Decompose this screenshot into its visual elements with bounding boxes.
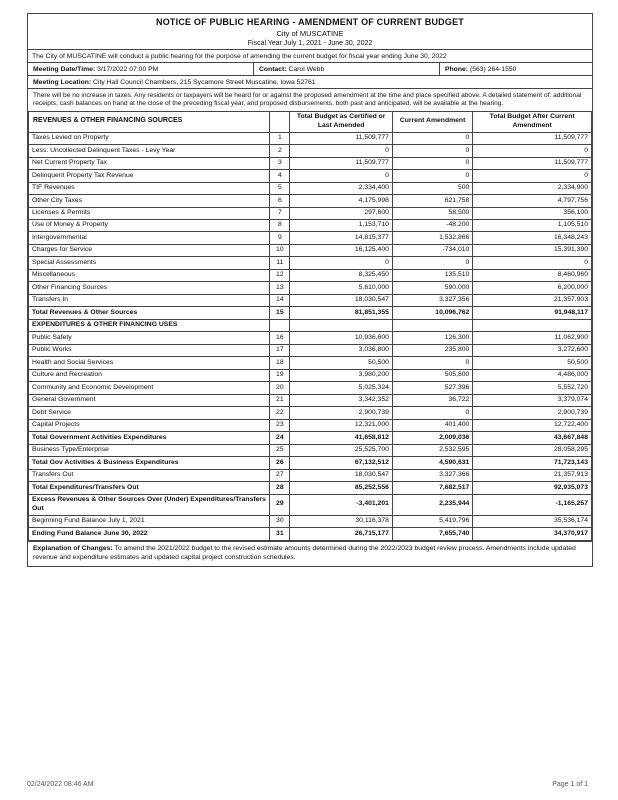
amended-total-value: 6,200,000 — [473, 282, 592, 294]
amendment-value: 2,009,036 — [392, 432, 472, 444]
row-label: Total Expenditures/Transfers Out — [29, 482, 270, 494]
budget-notice-document — [27, 13, 593, 567]
amendment-value: 10,096,762 — [392, 307, 472, 319]
budget-table-body — [29, 132, 592, 540]
row-label: Public Safety — [29, 332, 270, 344]
row-label: Less: Uncollected Delinquent Taxes - Levy Year — [29, 145, 270, 157]
row-label: Beginning Fund Balance July 1, 2021 — [29, 515, 270, 527]
certified-column-header: Total Budget as Certified or Last Amended — [290, 111, 393, 132]
row-label: Culture and Recreation — [29, 369, 270, 381]
hearing-disclaimer: There will be no increase in taxes. Any residents or taxpayers will be heard for or against the proposed amendment at the time and place specified above. A detailed statement of: additional receipts, cash balances on hand at the close of the preceding fiscal year, and proposed disbursements, both past and anticipated, will be available at the hearing. — [28, 88, 592, 112]
amendment-value: 3,327,356 — [392, 294, 472, 306]
amended-total-value: 92,935,073 — [473, 482, 592, 494]
row-label: General Government — [29, 394, 270, 406]
amended-total-value — [473, 319, 592, 331]
amendment-value: 135,510 — [392, 269, 472, 281]
table-row — [29, 282, 592, 294]
amended-total-value: 0 — [473, 257, 592, 269]
row-number: 5 — [270, 182, 290, 194]
table-row — [29, 482, 592, 494]
table-row — [29, 469, 592, 481]
certified-value: 0 — [290, 257, 393, 269]
amended-total-value: 11,509,777 — [473, 157, 592, 169]
amended-total-value: 34,370,917 — [473, 528, 592, 540]
row-number: 9 — [270, 232, 290, 244]
table-row — [29, 207, 592, 219]
table-row — [29, 494, 592, 515]
certified-value: 50,500 — [290, 357, 393, 369]
row-label: Transfers In — [29, 294, 270, 306]
amended-total-value: 16,348,243 — [473, 232, 592, 244]
certified-value: 81,851,355 — [290, 307, 393, 319]
amended-total-value: 35,536,174 — [473, 515, 592, 527]
table-row — [29, 432, 592, 444]
table-row — [29, 244, 592, 256]
certified-value: 3,980,200 — [290, 369, 393, 381]
row-number: 18 — [270, 357, 290, 369]
table-row — [29, 382, 592, 394]
row-label: Debt Service — [29, 407, 270, 419]
table-row — [29, 407, 592, 419]
table-row — [29, 515, 592, 527]
certified-value: 5,025,324 — [290, 382, 393, 394]
amended-total-value: 2,900,739 — [473, 407, 592, 419]
amended-total-value: 15,391,390 — [473, 244, 592, 256]
row-number: 14 — [270, 294, 290, 306]
certified-value: 41,658,812 — [290, 432, 393, 444]
certified-value: 85,252,556 — [290, 482, 393, 494]
amended-total-value: 1,105,510 — [473, 219, 592, 231]
row-label: Community and Economic Development — [29, 382, 270, 394]
amended-total-value: 21,357,913 — [473, 469, 592, 481]
certified-value: 2,334,400 — [290, 182, 393, 194]
row-number: 8 — [270, 219, 290, 231]
amendment-value: 500 — [392, 182, 472, 194]
amendment-value: 126,300 — [392, 332, 472, 344]
amendment-value: -734,010 — [392, 244, 472, 256]
row-label: Other Financing Sources — [29, 282, 270, 294]
table-row — [29, 132, 592, 144]
row-label: Miscellaneous — [29, 269, 270, 281]
row-label: Total Gov Activities & Business Expenditures — [29, 457, 270, 469]
row-label: Special Assessments — [29, 257, 270, 269]
row-number: 3 — [270, 157, 290, 169]
row-number — [270, 319, 290, 331]
table-row — [29, 394, 592, 406]
certified-value: 3,342,352 — [290, 394, 393, 406]
expenditures-section-row — [29, 319, 592, 331]
amendment-value: 590,000 — [392, 282, 472, 294]
row-label: Total Revenues & Other Sources — [29, 307, 270, 319]
meeting-meta-row — [28, 62, 592, 75]
certified-value: 67,132,512 — [290, 457, 393, 469]
table-row — [29, 182, 592, 194]
amended-total-value: 0 — [473, 145, 592, 157]
certified-value: 10,936,600 — [290, 332, 393, 344]
certified-value: 0 — [290, 145, 393, 157]
meeting-location-label: Meeting Location: — [33, 78, 92, 86]
meeting-location-value: City Hall Council Chambers, 215 Sycamore Street Muscatine, Iowa 52761 — [93, 78, 316, 86]
fiscal-year: Fiscal Year July 1, 2021 - June 30, 2022 — [247, 40, 373, 47]
amendment-value: 0 — [392, 357, 472, 369]
budget-table — [28, 111, 592, 541]
certified-value: 3,036,800 — [290, 344, 393, 356]
amendment-value: 7,655,740 — [392, 528, 472, 540]
amendment-value: 527,396 — [392, 382, 472, 394]
amendment-value: 0 — [392, 170, 472, 182]
meeting-datetime — [28, 63, 254, 75]
row-number: 17 — [270, 344, 290, 356]
amendment-value: -48,200 — [392, 219, 472, 231]
certified-value: 18,030,547 — [290, 469, 393, 481]
certified-value: -3,401,201 — [290, 494, 393, 515]
table-row — [29, 195, 592, 207]
certified-value: 1,153,710 — [290, 219, 393, 231]
certified-value: 0 — [290, 170, 393, 182]
meeting-location — [28, 75, 592, 88]
row-number: 4 — [270, 170, 290, 182]
amended-total-value: 11,509,777 — [473, 132, 592, 144]
table-row — [29, 170, 592, 182]
contact-label: Contact: — [259, 65, 287, 73]
row-number: 10 — [270, 244, 290, 256]
amendment-value: 4,590,631 — [392, 457, 472, 469]
amendment-value: 5,419,796 — [392, 515, 472, 527]
table-row — [29, 419, 592, 431]
amended-total-value: 4,797,756 — [473, 195, 592, 207]
row-label: TIF Revenues — [29, 182, 270, 194]
amendment-value: 0 — [392, 145, 472, 157]
amended-total-value: 28,058,295 — [473, 444, 592, 456]
certified-value: 25,525,700 — [290, 444, 393, 456]
row-label: Intergovernmental — [29, 232, 270, 244]
row-label: Taxes Levied on Property — [29, 132, 270, 144]
table-row — [29, 457, 592, 469]
amended-total-value: 0 — [473, 170, 592, 182]
table-row — [29, 357, 592, 369]
amendment-value: 2,235,944 — [392, 494, 472, 515]
row-number: 23 — [270, 419, 290, 431]
row-label: Transfers Out — [29, 469, 270, 481]
amendment-value: 401,400 — [392, 419, 472, 431]
table-row — [29, 444, 592, 456]
explanation-text: To amend the 2021/2022 budget to the revised estimate amounts determined during the 2022/2023 budget review process. Amendments include updated revenue and expenditure estimates and updated capital project construction schedules. — [33, 545, 576, 562]
amended-total-value: 8,460,960 — [473, 269, 592, 281]
row-number: 25 — [270, 444, 290, 456]
amendment-value: 58,500 — [392, 207, 472, 219]
table-row — [29, 145, 592, 157]
row-label: Ending Fund Balance June 30, 2022 — [29, 528, 270, 540]
certified-value: 11,509,777 — [290, 132, 393, 144]
certified-value: 297,600 — [290, 207, 393, 219]
certified-value: 26,715,177 — [290, 528, 393, 540]
amendment-value: 2,532,595 — [392, 444, 472, 456]
row-label: Excess Revenues & Other Sources Over (Under) Expenditures/Transfers Out — [29, 494, 270, 515]
amended-total-value: 91,948,117 — [473, 307, 592, 319]
row-label: Other City Taxes — [29, 195, 270, 207]
amendment-column-header: Current Amendment — [392, 111, 472, 132]
row-number: 28 — [270, 482, 290, 494]
amended-total-value: 356,100 — [473, 207, 592, 219]
meeting-datetime-label: Meeting Date/Time: — [33, 65, 96, 73]
amendment-value: 36,722 — [392, 394, 472, 406]
contact — [254, 63, 440, 75]
amendment-value: 505,800 — [392, 369, 472, 381]
row-label: Delinquent Property Tax Revenue — [29, 170, 270, 182]
row-label: Capital Projects — [29, 419, 270, 431]
budget-table-header — [29, 111, 592, 132]
amendment-value: 0 — [392, 132, 472, 144]
row-number: 7 — [270, 207, 290, 219]
table-row — [29, 294, 592, 306]
table-row — [29, 219, 592, 231]
row-number: 20 — [270, 382, 290, 394]
table-row — [29, 307, 592, 319]
table-row — [29, 528, 592, 540]
footer-page-number: Page 1 of 1 — [552, 781, 588, 788]
certified-value: 11,509,777 — [290, 157, 393, 169]
table-row — [29, 332, 592, 344]
amended-total-value: 3,379,074 — [473, 394, 592, 406]
amended-total-value: 43,667,848 — [473, 432, 592, 444]
amendment-value: 7,682,517 — [392, 482, 472, 494]
amended-total-value: 11,062,900 — [473, 332, 592, 344]
amended-total-value: 5,552,720 — [473, 382, 592, 394]
page-title: NOTICE OF PUBLIC HEARING - AMENDMENT OF CURRENT BUDGET — [156, 17, 464, 27]
amendment-value: 0 — [392, 257, 472, 269]
row-label: Charges for Service — [29, 244, 270, 256]
amendment-value: 3,327,366 — [392, 469, 472, 481]
amendment-value: 621,758 — [392, 195, 472, 207]
explanation-of-changes — [28, 541, 592, 566]
amendment-value: 0 — [392, 157, 472, 169]
city-name: City of MUSCATINE — [276, 29, 344, 38]
row-label: EXPENDITURES & OTHER FINANCING USES — [29, 319, 270, 331]
row-number: 2 — [270, 145, 290, 157]
amended-total-value: 3,272,600 — [473, 344, 592, 356]
contact-value: Carol Webb — [288, 65, 325, 73]
certified-value — [290, 319, 393, 331]
row-number: 21 — [270, 394, 290, 406]
phone-value: (563) 264-1550 — [469, 65, 517, 73]
amended-total-value: 2,334,900 — [473, 182, 592, 194]
amendment-value: 0 — [392, 407, 472, 419]
amended-total-value: 12,722,400 — [473, 419, 592, 431]
amended-total-value: 71,723,143 — [473, 457, 592, 469]
row-number: 27 — [270, 469, 290, 481]
amended-total-value: 21,357,903 — [473, 294, 592, 306]
certified-value: 2,900,739 — [290, 407, 393, 419]
table-row — [29, 344, 592, 356]
table-row — [29, 369, 592, 381]
row-number: 30 — [270, 515, 290, 527]
row-label: Use of Money & Property — [29, 219, 270, 231]
title-block — [28, 14, 592, 49]
row-number: 22 — [270, 407, 290, 419]
phone-label: Phone: — [445, 65, 469, 73]
row-number-column-header — [270, 111, 290, 132]
phone — [440, 63, 592, 75]
row-number: 1 — [270, 132, 290, 144]
certified-value: 4,175,998 — [290, 195, 393, 207]
meeting-datetime-value: 3/17/2022 07:00 PM — [97, 65, 159, 73]
footer-timestamp: 02/24/2022 08:46 AM — [27, 781, 94, 788]
row-number: 6 — [270, 195, 290, 207]
row-label: Total Government Activities Expenditures — [29, 432, 270, 444]
certified-value: 8,325,450 — [290, 269, 393, 281]
row-number: 13 — [270, 282, 290, 294]
certified-value: 30,116,378 — [290, 515, 393, 527]
revenues-section-header: REVENUES & OTHER FINANCING SOURCES — [29, 111, 270, 132]
amended-total-value: 4,486,000 — [473, 369, 592, 381]
certified-value: 14,815,377 — [290, 232, 393, 244]
row-number: 29 — [270, 494, 290, 515]
row-number: 15 — [270, 307, 290, 319]
after-amendment-column-header: Total Budget After Current Amendment — [473, 111, 592, 132]
hearing-notice: The City of MUSCATINE will conduct a public hearing for the purpose of amending the current budget for fiscal year ending June 30, 2022 — [28, 49, 592, 62]
explanation-label: Explanation of Changes: — [33, 545, 113, 553]
table-row — [29, 257, 592, 269]
row-number: 16 — [270, 332, 290, 344]
row-number: 26 — [270, 457, 290, 469]
row-label: Net Current Property Tax — [29, 157, 270, 169]
amended-total-value: -1,165,257 — [473, 494, 592, 515]
certified-value: 5,610,000 — [290, 282, 393, 294]
amendment-value: 235,800 — [392, 344, 472, 356]
table-row — [29, 232, 592, 244]
row-number: 11 — [270, 257, 290, 269]
table-row — [29, 157, 592, 169]
certified-value: 18,030,547 — [290, 294, 393, 306]
row-label: Business Type/Enterprise — [29, 444, 270, 456]
row-label: Health and Social Services — [29, 357, 270, 369]
amendment-value — [392, 319, 472, 331]
amendment-value: 1,532,866 — [392, 232, 472, 244]
amended-total-value: 50,500 — [473, 357, 592, 369]
row-number: 24 — [270, 432, 290, 444]
certified-value: 12,321,000 — [290, 419, 393, 431]
row-label: Public Works — [29, 344, 270, 356]
certified-value: 16,125,400 — [290, 244, 393, 256]
row-number: 12 — [270, 269, 290, 281]
row-number: 19 — [270, 369, 290, 381]
row-number: 31 — [270, 528, 290, 540]
header-row — [29, 111, 592, 132]
row-label: Licenses & Permits — [29, 207, 270, 219]
table-row — [29, 269, 592, 281]
